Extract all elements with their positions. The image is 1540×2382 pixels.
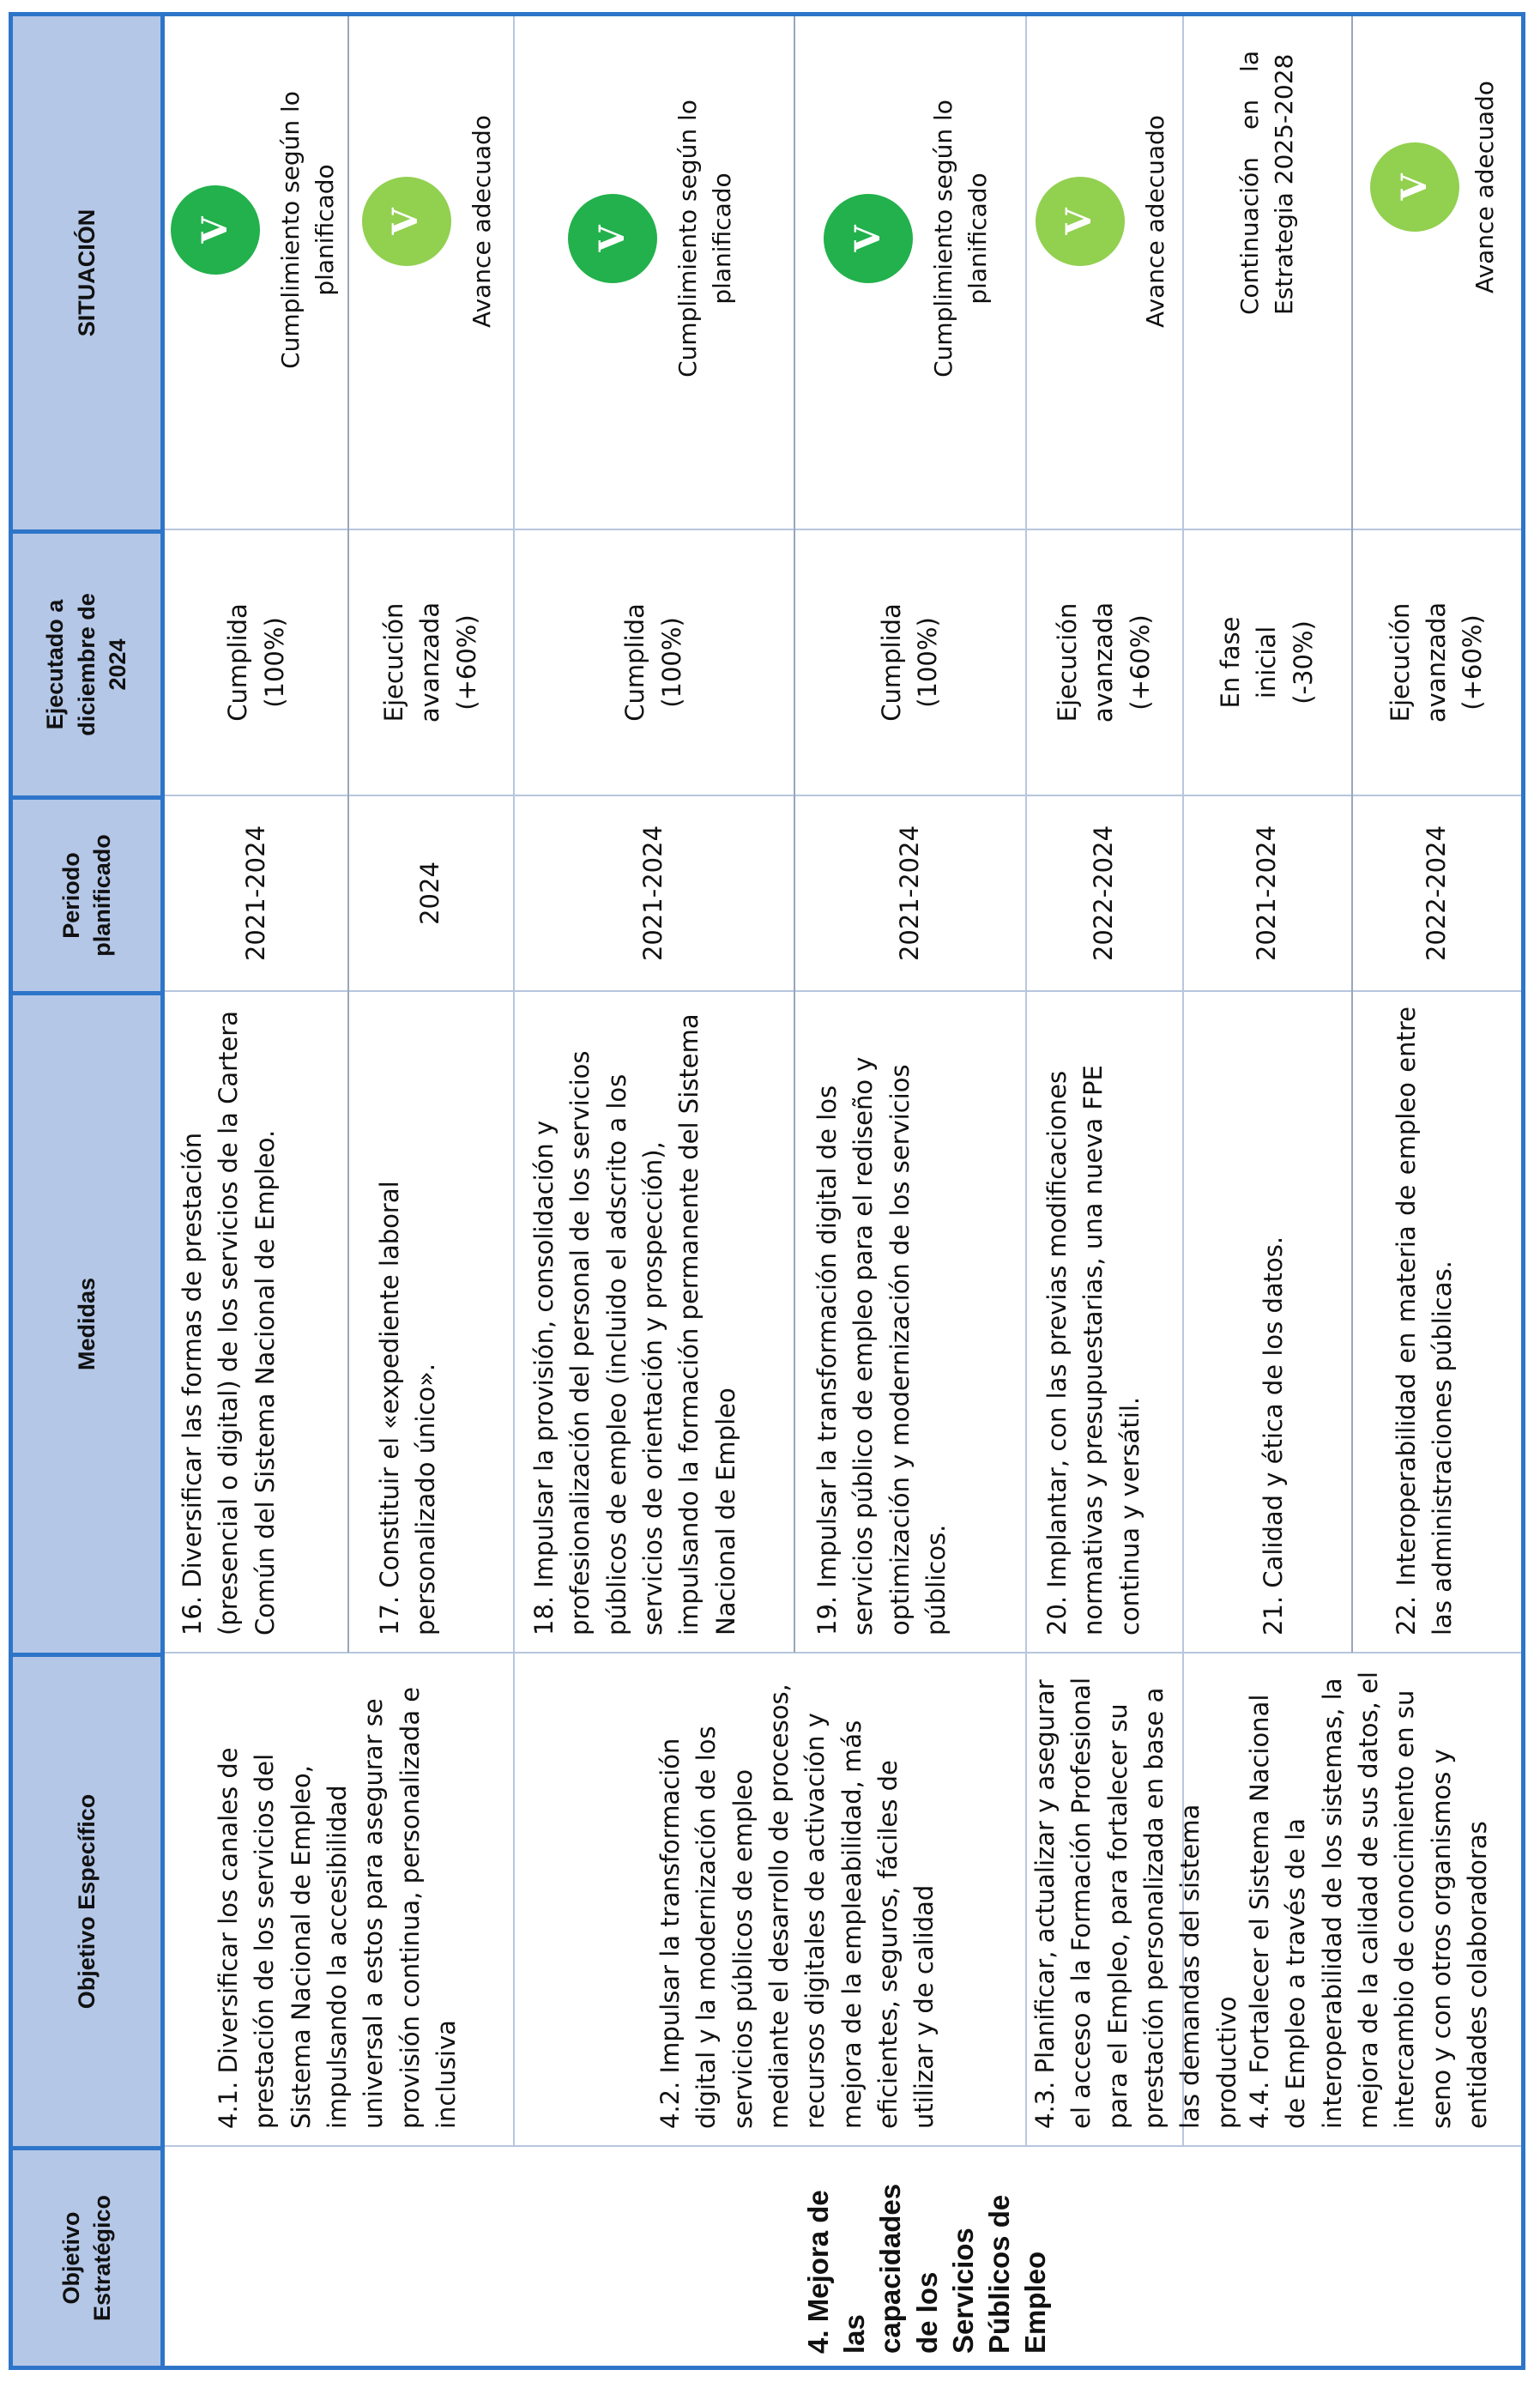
status-check-icon: V xyxy=(1036,177,1125,266)
situacion-18 xyxy=(513,16,794,529)
objetivo-especifico-4-4: 4.4. Fortalecer el Sistema Nacional de Empleo a través de la interoperabilidad de los sistemas, la mejora de la calidad de sus datos, el intercambio de conocimiento en su seno y con otros organismos y entidades colaboradoras xyxy=(1245,1672,1492,2129)
medida-19: 19. Impulsar la transformación digital de los servicios público de empleo para el rediseño y optimización y modernización de los servicios públicos. xyxy=(812,1056,951,1635)
situacion-19 xyxy=(794,16,1025,529)
objetivo-especifico-4-3: 4.3. Planificar, actualizar y asegurar el acceso a la Formación Profesional para el Empleo, para fortalecer su prestación personalizada en base a las demandas del sistema productivo xyxy=(1030,1677,1241,2129)
objetivo-especifico-4-2: 4.2. Impulsar la transformación digital y la modernización de los servicios públicos de empleo mediante el desarrollo de procesos, recursos digitales de activación y mejora de la empleabilidad, más eficientes, seguros, fáciles de utilizar y de calidad xyxy=(655,1684,939,2129)
table-frame xyxy=(9,12,1525,2370)
situacion-label: Cumplimiento según lo planificado xyxy=(673,100,736,378)
status-check-icon: V xyxy=(568,194,657,283)
periodo-22: 2022-2024 xyxy=(1421,825,1451,962)
periodo-16: 2021-2024 xyxy=(241,825,271,962)
situacion-label: Cumplimiento según lo planificado xyxy=(929,100,992,378)
situacion-label: Cumplimiento según lo planificado xyxy=(275,91,339,369)
ejecutado-17: Ejecución avanzada (+60%) xyxy=(379,602,481,723)
ejecutado-19: Cumplida (100%) xyxy=(876,603,942,722)
periodo-17: 2024 xyxy=(415,862,445,925)
header-objetivo-especifico: Objetivo Específico xyxy=(13,1653,160,2146)
medida-18: 18. Impulsar la provisión, consolidación y profesionalización del personal de los servicios públicos de empleo (incluido el adscrito a los servicios de orientación y prospección), impulsando la formación permanente del Sistema Nacional de Empleo xyxy=(529,1013,740,1635)
ejecutado-18: Cumplida (100%) xyxy=(620,603,686,722)
situacion-label: Avance adecuado xyxy=(1471,81,1500,293)
periodo-18: 2021-2024 xyxy=(638,825,668,962)
status-check-icon: V xyxy=(1370,142,1459,232)
periodo-20: 2022-2024 xyxy=(1089,825,1119,962)
periodo-21: 2021-2024 xyxy=(1252,825,1282,962)
medida-20: 20. Implantar, con las previas modificaciones normativas y presupuestarias, una nueva FPE continua y versátil. xyxy=(1042,1065,1144,1635)
situacion-17 xyxy=(347,16,513,529)
header-periodo: Periodo planificado xyxy=(13,795,160,991)
situacion-21 xyxy=(1182,16,1351,529)
ejecutado-21: En fase inicial (-30%) xyxy=(1216,616,1318,709)
objetivo-estrategico: 4. Mejora de las capacidades de los Servicios Públicos de Empleo xyxy=(802,2183,1052,2354)
objetivo-especifico-4-1: 4.1. Diversificar los canales de prestación de los servicios del Sistema Nacional de Empleo, impulsando la accesibilidad universal a estos para asegurar se provisión continua, personalizada e inclusiva xyxy=(214,1686,461,2129)
situacion-20 xyxy=(1025,16,1182,529)
ejecutado-20: Ejecución avanzada (+60%) xyxy=(1053,602,1155,723)
status-check-icon: V xyxy=(824,194,913,283)
medida-16: 16. Diversificar las formas de prestación (presencial o digital) de los servicios de la Cartera Común del Sistema Nacional de Empleo. xyxy=(178,1011,280,1635)
header-medidas: Medidas xyxy=(13,991,160,1653)
medida-22: 22. Interoperabilidad en materia de empleo entre las administraciones públicas. xyxy=(1392,1007,1458,1635)
header-situacion: SITUACIÓN xyxy=(13,16,160,529)
status-check-icon: V xyxy=(171,185,260,275)
situacion-label: Avance adecuado xyxy=(467,115,496,328)
situacion-label: Avance adecuado xyxy=(1140,115,1169,328)
header-ejecutado: Ejecutado a diciembre de 2024 xyxy=(13,529,160,795)
ejecutado-22: Ejecución avanzada (+60%) xyxy=(1385,602,1488,723)
medida-17: 17. Constituir el «expediente laboral personalizado único». xyxy=(375,1181,441,1635)
header-objetivo-estrategico: Objetivo Estratégico xyxy=(13,2146,160,2366)
situacion-22 xyxy=(1351,16,1521,529)
medida-21: 21. Calidad y ética de los datos. xyxy=(1259,1236,1288,1635)
ejecutado-16: Cumplida (100%) xyxy=(223,603,289,722)
situacion-16 xyxy=(165,16,347,529)
periodo-19: 2021-2024 xyxy=(894,825,924,962)
table-header-row xyxy=(13,16,160,2366)
situacion-label: Continuación en la Estrategia 2025-2028 xyxy=(1235,51,1298,315)
status-check-icon: V xyxy=(362,177,451,266)
